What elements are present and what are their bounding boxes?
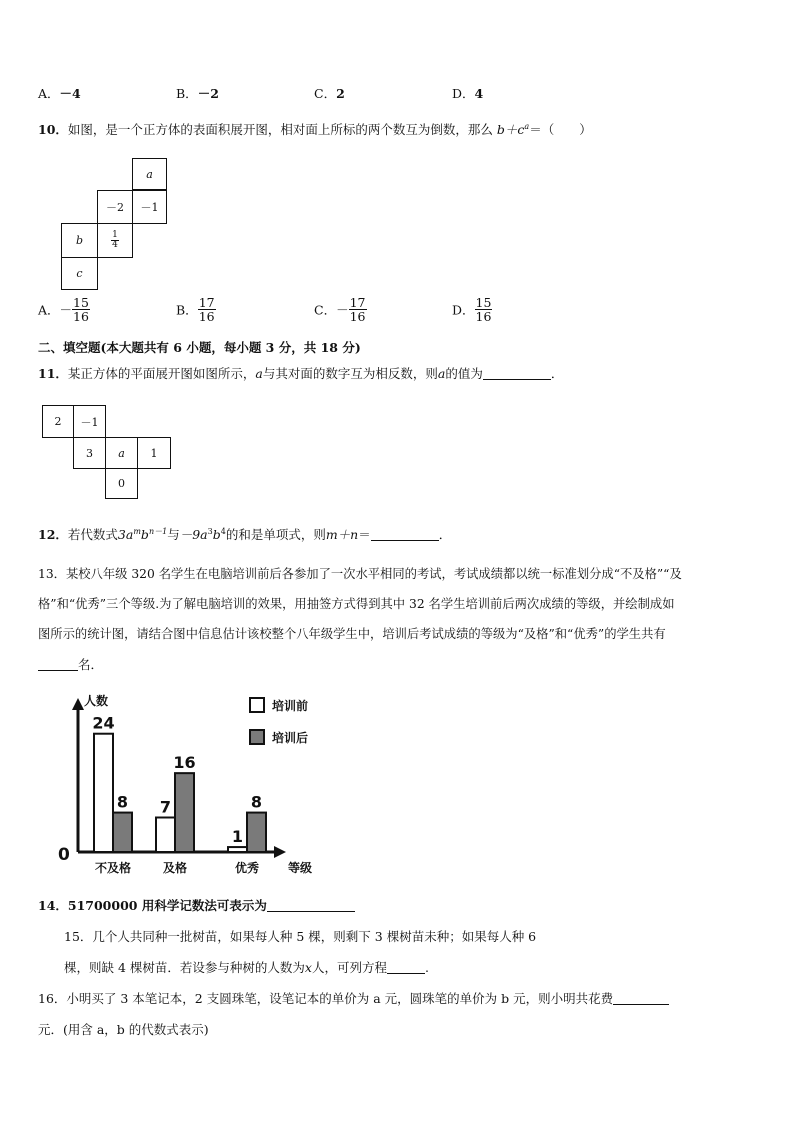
q10-option-a bbox=[38, 296, 90, 323]
cell-label: －2 bbox=[106, 201, 124, 214]
option-value: 4 bbox=[474, 86, 484, 101]
category-label: 优秀 bbox=[234, 861, 260, 875]
exponent: 3 bbox=[207, 526, 213, 536]
question-text: 的和是单项式，则 bbox=[225, 527, 326, 542]
bar bbox=[228, 847, 247, 852]
answer-blank[interactable] bbox=[38, 658, 78, 671]
bar bbox=[94, 734, 113, 852]
q10-stem bbox=[38, 120, 592, 138]
fraction bbox=[111, 231, 119, 251]
option-letter: A． bbox=[38, 302, 60, 318]
q9-option-b bbox=[176, 84, 219, 102]
option-fraction bbox=[198, 296, 216, 323]
bar-chart bbox=[50, 688, 350, 883]
x-axis-label: 等级 bbox=[288, 861, 313, 875]
numerator: 15 bbox=[73, 295, 89, 310]
bar-value-label: 8 bbox=[250, 792, 263, 812]
legend-label: 培训前 bbox=[272, 699, 309, 713]
question-text: 14．51700000 用科学记数法可表示为 bbox=[38, 898, 267, 913]
legend-label: 培训后 bbox=[272, 731, 309, 745]
answer-blank[interactable] bbox=[483, 367, 551, 380]
question-tail: 名． bbox=[78, 657, 104, 672]
bar bbox=[175, 773, 194, 852]
question-number: 12． bbox=[38, 527, 68, 542]
exponent: 4 bbox=[220, 526, 226, 536]
numerator: 17 bbox=[349, 295, 366, 310]
x-axis-arrow bbox=[274, 846, 286, 858]
cell-label: －1 bbox=[80, 415, 99, 429]
bar bbox=[113, 813, 132, 852]
question-text: 与 bbox=[167, 527, 180, 542]
exponent: m bbox=[133, 526, 141, 536]
bar bbox=[247, 813, 266, 852]
denominator: 4 bbox=[112, 240, 118, 250]
question-number: 10． bbox=[38, 122, 68, 137]
numerator: 17 bbox=[198, 295, 215, 310]
denominator: 16 bbox=[198, 309, 215, 325]
numerator: 15 bbox=[475, 295, 492, 310]
cell-label: 2 bbox=[54, 415, 62, 428]
q16-line-1 bbox=[38, 989, 669, 1007]
q10-option-c bbox=[314, 296, 367, 323]
q9-option-a bbox=[38, 84, 81, 102]
cell-label: 3 bbox=[86, 446, 93, 460]
q13-line-2: 格”和“优秀”三个等级.为了解电脑培训的效果，用抽签方式得到其中 32 名学生培训前后两次成绩的等级，并绘制成如 bbox=[38, 597, 675, 611]
denominator: 16 bbox=[475, 309, 492, 325]
q15-line-1: 15．几个人共同种一批树苗，如果每人种 5 棵，则剩下 3 棵树苗未种；如果每人种 6 bbox=[64, 929, 537, 944]
cell-label: b bbox=[75, 234, 84, 247]
net-cell-quarter bbox=[97, 223, 133, 258]
net-cell-1 bbox=[137, 437, 171, 469]
question-text: 若代数式 bbox=[67, 527, 118, 542]
q9-option-c bbox=[314, 84, 345, 102]
question-number: 11． bbox=[38, 366, 68, 381]
net-cell-a bbox=[132, 158, 167, 190]
q15-line-2 bbox=[64, 958, 429, 976]
q13-line-3: 图所示的统计图，请结合图中信息估计该校整个八年级学生中，培训后考试成绩的等级为“及格”和“优秀”的学生共有 bbox=[38, 627, 666, 641]
q14-stem bbox=[38, 896, 355, 914]
net-cell-0 bbox=[105, 468, 138, 499]
question-tail: ＝（ ） bbox=[529, 122, 592, 137]
option-letter: C． bbox=[314, 86, 337, 101]
category-label: 及格 bbox=[162, 861, 188, 875]
option-letter: B． bbox=[176, 86, 198, 101]
question-text: 棵，则缺 4 棵树苗．若设参与种树的人数为 bbox=[64, 960, 305, 975]
question-tail: ． bbox=[438, 527, 452, 542]
bar-value-label: 24 bbox=[92, 713, 115, 733]
q9-option-d bbox=[452, 84, 483, 102]
question-tail: ． bbox=[550, 366, 564, 381]
exponent: a bbox=[524, 121, 530, 131]
question-tail: . bbox=[424, 960, 429, 975]
question-text: 与其对面的数字互为相反数，则 bbox=[262, 366, 438, 381]
y-axis-arrow bbox=[72, 698, 84, 710]
cell-label: c bbox=[76, 267, 83, 280]
bar bbox=[156, 818, 175, 853]
cell-label: 1 bbox=[150, 446, 158, 460]
q16-line-2: 元．(用含 a，b 的代数式表示) bbox=[38, 1022, 209, 1037]
answer-blank[interactable] bbox=[267, 899, 355, 912]
option-fraction bbox=[72, 296, 90, 323]
option-sign: － bbox=[336, 302, 349, 318]
denominator: 16 bbox=[73, 309, 89, 325]
q11-stem bbox=[38, 364, 563, 382]
q13-line-4 bbox=[38, 655, 103, 673]
question-text: 人，可列方程 bbox=[311, 960, 387, 975]
q12-stem bbox=[38, 525, 451, 543]
variable: a bbox=[437, 366, 446, 381]
term: 3a bbox=[117, 527, 134, 542]
option-value: －4 bbox=[59, 86, 81, 101]
category-label: 不及格 bbox=[94, 861, 132, 875]
option-letter: A． bbox=[38, 86, 60, 101]
question-text: 16．小明买了 3 本笔记本，2 支圆珠笔，设笔记本的单价为 a 元，圆珠笔的单价为 b 元，则小明共花费 bbox=[38, 991, 614, 1006]
answer-blank[interactable] bbox=[613, 992, 669, 1005]
cell-label: －1 bbox=[140, 201, 159, 214]
net-cell-a bbox=[105, 437, 138, 469]
cell-label: a bbox=[118, 446, 125, 460]
section-heading: 二、填空题(本大题共有 6 小题，每小题 3 分，共 18 分) bbox=[38, 340, 361, 355]
cell-label: 0 bbox=[118, 477, 125, 490]
answer-blank[interactable] bbox=[371, 528, 439, 541]
net-cell-neg2 bbox=[97, 190, 133, 224]
question-text: 如图，是一个正方体的表面积展开图，相对面上所标的两个数互为倒数，那么 bbox=[67, 122, 493, 137]
bar-value-label: 7 bbox=[159, 797, 172, 817]
bar-value-label: 16 bbox=[173, 753, 196, 773]
term: －9a bbox=[179, 527, 208, 542]
expression: m＋n bbox=[325, 527, 359, 542]
option-letter: C． bbox=[314, 302, 337, 318]
expression: b＋c bbox=[496, 122, 525, 137]
denominator: 16 bbox=[349, 309, 366, 325]
option-sign: － bbox=[59, 302, 73, 318]
net-cell-b bbox=[61, 223, 98, 258]
bar-value-label: 1 bbox=[231, 827, 244, 847]
bar-value-label: 8 bbox=[116, 792, 129, 812]
option-value: 2 bbox=[336, 86, 345, 101]
question-text: 某正方体的平面展开图如图所示， bbox=[67, 366, 256, 381]
variable: a bbox=[255, 366, 263, 381]
q10-option-b bbox=[176, 296, 216, 323]
option-letter: D． bbox=[452, 86, 475, 101]
answer-blank[interactable] bbox=[387, 961, 425, 974]
q13-line-1: 13．某校八年级 320 名学生在电脑培训前后各参加了一次水平相同的考试，考试成绩都以统一标准划分成“不及格”“及 bbox=[38, 567, 682, 581]
exponent: n－1 bbox=[148, 526, 168, 536]
net-cell-neg1 bbox=[132, 190, 167, 224]
question-text: 的值为 bbox=[445, 366, 483, 381]
question-text: ＝ bbox=[358, 527, 371, 542]
numerator: 1 bbox=[112, 229, 118, 240]
net-cell-neg1 bbox=[73, 405, 106, 438]
net-cell-c bbox=[61, 257, 98, 290]
net-cell-3 bbox=[73, 437, 106, 469]
option-letter: B． bbox=[176, 302, 198, 318]
legend-swatch bbox=[250, 698, 264, 712]
option-letter: D． bbox=[452, 302, 475, 318]
term: b bbox=[212, 527, 221, 542]
variable: x bbox=[304, 960, 312, 975]
net-cell-2 bbox=[42, 405, 74, 438]
option-fraction bbox=[475, 296, 493, 323]
q10-option-d bbox=[452, 296, 492, 323]
y-axis-label: 人数 bbox=[84, 694, 109, 708]
term: b bbox=[140, 527, 149, 542]
option-value: －2 bbox=[197, 86, 219, 101]
cell-label: a bbox=[146, 167, 153, 181]
legend-swatch bbox=[250, 730, 264, 744]
origin-label: 0 bbox=[58, 845, 70, 865]
option-fraction bbox=[349, 296, 367, 323]
